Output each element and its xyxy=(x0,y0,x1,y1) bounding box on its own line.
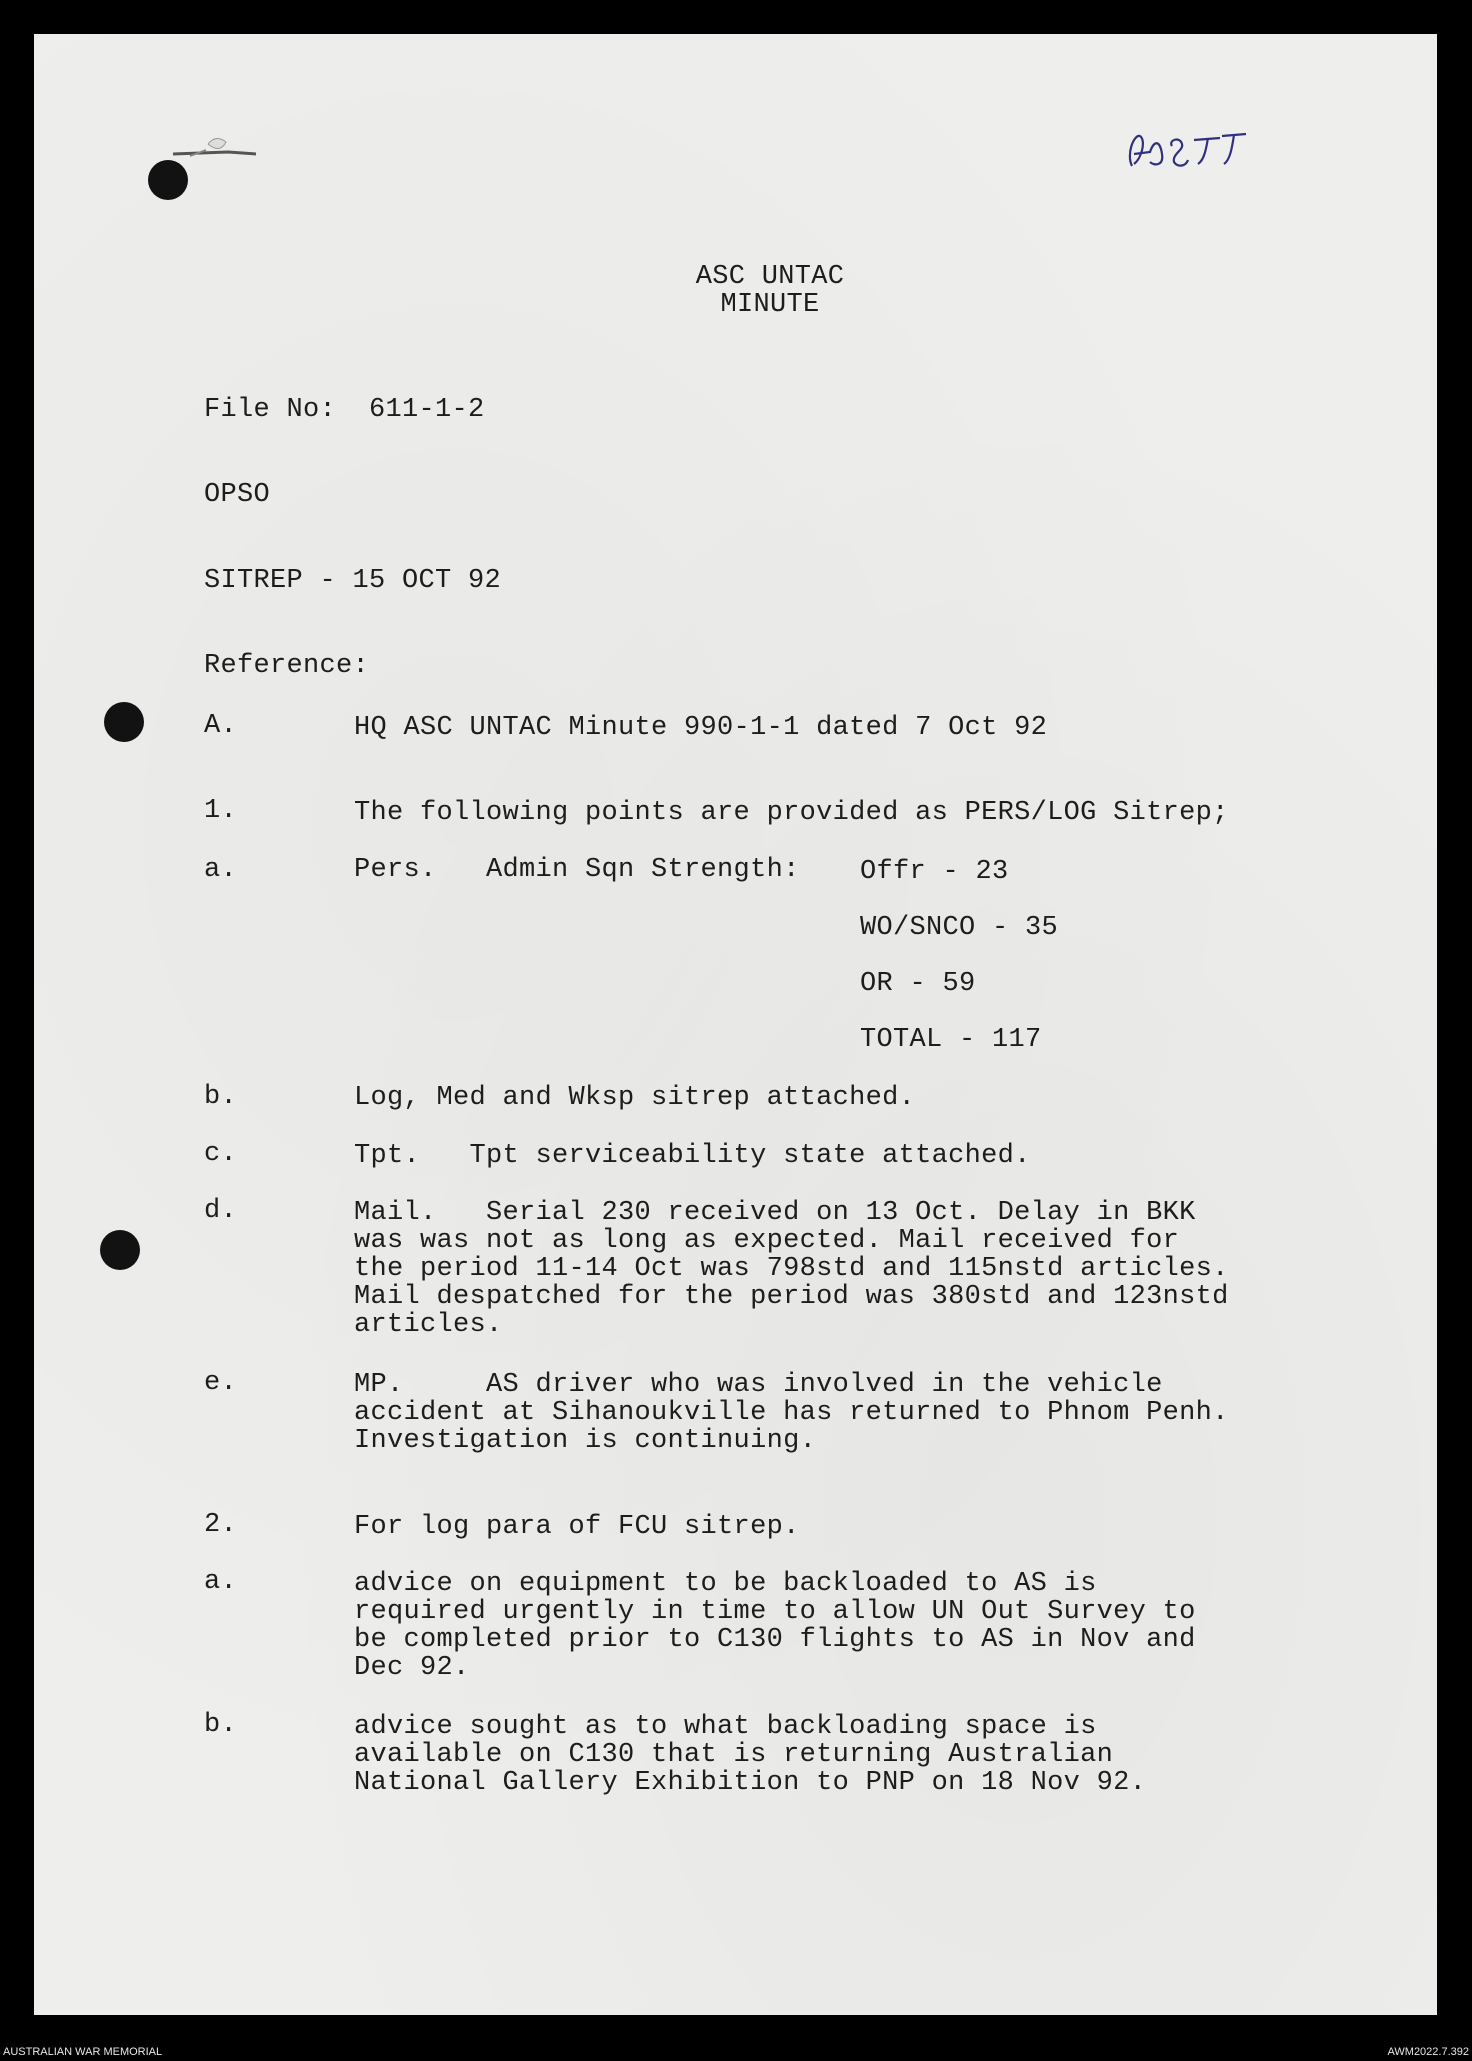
para-1-number: 1. xyxy=(204,796,238,826)
punch-hole xyxy=(104,702,144,742)
strength-wo-snco: WO/SNCO - 35 xyxy=(860,913,1059,943)
para-2-number: 2. xyxy=(204,1510,238,1540)
subject-line: SITREP - 15 OCT 92 xyxy=(204,566,502,596)
item-1e-line: Investigation is continuing. xyxy=(354,1426,817,1456)
item-1d-line: Mail. Serial 230 received on 13 Oct. Delay in BKK xyxy=(354,1198,1196,1228)
strength-or: OR - 59 xyxy=(860,969,976,999)
staple-mark xyxy=(168,114,258,164)
item-1a-text: Pers. Admin Sqn Strength: xyxy=(354,855,800,885)
item-1d-line: articles. xyxy=(354,1310,503,1340)
item-2a-line: advice on equipment to be backloaded to AS is xyxy=(354,1569,1097,1599)
item-1e-label: e. xyxy=(204,1368,238,1398)
document-page xyxy=(34,34,1437,2015)
item-1a-label: a. xyxy=(204,855,238,885)
handwritten-initials xyxy=(1124,126,1249,171)
reference-label: A. xyxy=(204,711,238,741)
strength-total: TOTAL - 117 xyxy=(860,1025,1042,1055)
item-2a-line: required urgently in time to allow UN Out Survey to xyxy=(354,1597,1196,1627)
reference-text: HQ ASC UNTAC Minute 990-1-1 dated 7 Oct 92 xyxy=(354,713,1048,743)
file-number: File No: 611-1-2 xyxy=(204,395,485,425)
punch-hole xyxy=(100,1230,140,1270)
item-1e-line: MP. AS driver who was involved in the vehicle xyxy=(354,1370,1163,1400)
item-2b-line: advice sought as to what backloading space is xyxy=(354,1712,1097,1742)
item-1d-label: d. xyxy=(204,1196,238,1226)
item-1d-line: the period 11-14 Oct was 798std and 115nstd articles. xyxy=(354,1254,1229,1284)
punch-hole xyxy=(148,160,188,200)
item-2a-label: a. xyxy=(204,1567,238,1597)
item-1e-line: accident at Sihanoukville has returned to Phnom Penh. xyxy=(354,1398,1229,1428)
item-1b-text: Log, Med and Wksp sitrep attached. xyxy=(354,1083,916,1113)
header-subtitle: MINUTE xyxy=(720,290,820,320)
footer-institution: AUSTRALIAN WAR MEMORIAL xyxy=(3,2046,163,2058)
para-1-text: The following points are provided as PERS/LOG Sitrep; xyxy=(354,798,1229,828)
strength-offr: Offr - 23 xyxy=(860,857,1009,887)
para-2-text: For log para of FCU sitrep. xyxy=(354,1512,800,1542)
item-2a-line: Dec 92. xyxy=(354,1653,470,1683)
footer-accession-number: AWM2022.7.392 xyxy=(1387,2046,1469,2058)
item-1b-label: b. xyxy=(204,1082,238,1112)
item-2b-line: National Gallery Exhibition to PNP on 18 Nov 92. xyxy=(354,1768,1147,1798)
item-2b-label: b. xyxy=(204,1710,238,1740)
header-title: ASC UNTAC xyxy=(695,262,845,292)
addressee: OPSO xyxy=(204,480,271,510)
reference-heading: Reference: xyxy=(204,651,370,681)
item-1d-line: Mail despatched for the period was 380std and 123nstd xyxy=(354,1282,1229,1312)
item-1c-label: c. xyxy=(204,1139,238,1169)
item-2b-line: available on C130 that is returning Australian xyxy=(354,1740,1114,1770)
item-1c-text: Tpt. Tpt serviceability state attached. xyxy=(354,1141,1031,1171)
item-2a-line: be completed prior to C130 flights to AS in Nov and xyxy=(354,1625,1196,1655)
item-1d-line: was was not as long as expected. Mail received for xyxy=(354,1226,1180,1256)
